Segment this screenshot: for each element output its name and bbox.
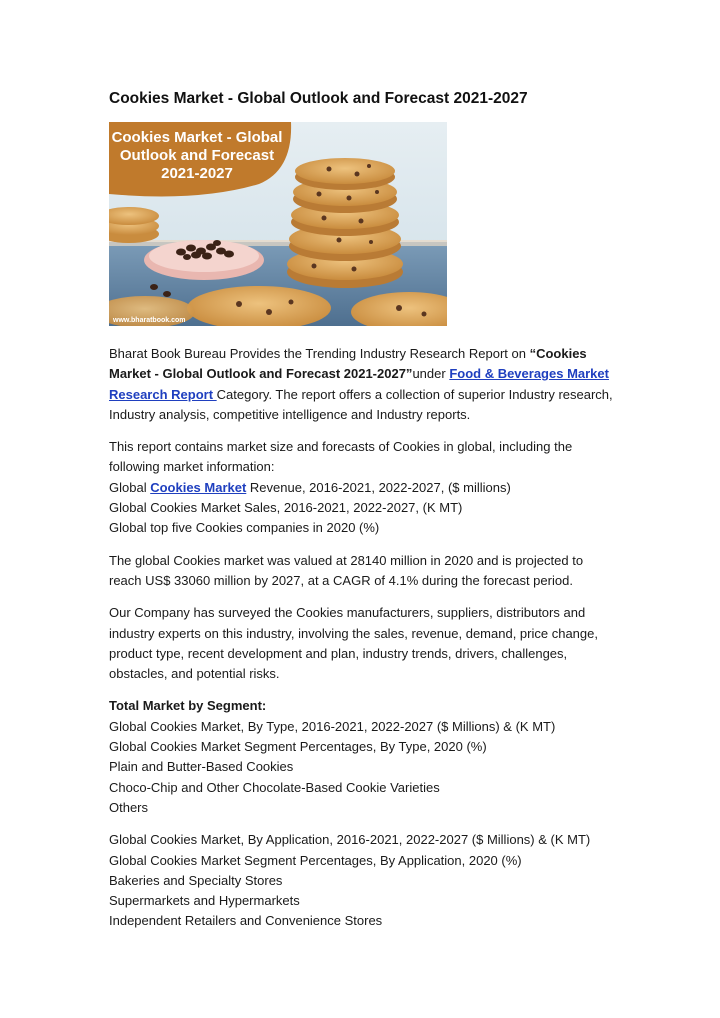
segment-line: Others	[109, 799, 149, 815]
application-line: Supermarkets and Hypermarkets	[109, 893, 300, 909]
banner-line-2: Outlook and Forecast	[119, 147, 275, 164]
info-line-1-post: Revenue, 2016-2021, 2022-2027, ($ millions)	[246, 479, 511, 495]
banner-line-1: Cookies Market - Global	[111, 129, 283, 146]
report-title-bold: “Cookies Market - Global Outlook and Forecast 2021-2027”	[109, 346, 587, 382]
info-line-1-pre: Global	[109, 479, 151, 495]
application-line: Global Cookies Market Segment Percentages, By Application, 2020 (%)	[109, 852, 522, 868]
watermark-text: www.bharatbook.com	[113, 317, 186, 324]
document-title: Cookies Market - Global Outlook and Forecast 2021-2027	[109, 90, 528, 107]
intro-paragraph	[109, 344, 619, 425]
info-line-2: Global Cookies Market Sales, 2016-2021, 2022-2027, (K MT)	[109, 500, 463, 516]
cookies-photo	[109, 122, 447, 326]
document-content	[109, 88, 619, 944]
info-paragraph	[109, 437, 619, 538]
application-section	[109, 830, 619, 931]
survey-paragraph: Our Company has surveyed the Cookies manufacturers, suppliers, distributors and industry experts on this industry, involving the sales, revenue, demand, price change, product type, recent development and plan, industry trends, drivers, challenges, obstacles, and potential risks.	[109, 605, 598, 682]
segment-section	[109, 696, 619, 818]
segment-line: Choco-Chip and Other Chocolate-Based Cookie Varieties	[109, 779, 440, 795]
info-line-3: Global top five Cookies companies in 2020 (%)	[109, 520, 380, 536]
intro-text-2: under	[412, 366, 450, 382]
segment-line: Global Cookies Market Segment Percentages, By Type, 2020 (%)	[109, 739, 487, 755]
intro-text-1: Bharat Book Bureau Provides the Trending Industry Research Report on	[109, 346, 530, 361]
segment-line: Plain and Butter-Based Cookies	[109, 759, 294, 775]
application-line: Global Cookies Market, By Application, 2016-2021, 2022-2027 ($ Millions) & (K MT)	[109, 832, 591, 848]
cookies-market-link[interactable]: Cookies Market	[150, 479, 247, 495]
valuation-paragraph: The global Cookies market was valued at 28140 million in 2020 and is projected to reach US$ 33060 million by 2027, at a CAGR of 4.1% during the forecast period.	[109, 552, 584, 588]
application-line: Independent Retailers and Convenience Stores	[109, 913, 383, 929]
banner-line-3: 2021-2027	[161, 165, 233, 182]
segment-heading: Total Market by Segment:	[109, 698, 267, 714]
application-line: Bakeries and Specialty Stores	[109, 872, 283, 888]
hero-image	[109, 122, 447, 326]
food-beverages-link[interactable]: Food & Beverages Market Research Report	[109, 366, 609, 402]
segment-line: Global Cookies Market, By Type, 2016-2021, 2022-2027 ($ Millions) & (K MT)	[109, 718, 556, 734]
info-line-1	[109, 478, 619, 498]
intro-text-3: Category. The report offers a collection of superior Industry research, Industry analysis, competitive intelligence and Industry reports.	[109, 386, 613, 422]
info-intro: This report contains market size and forecasts of Cookies in global, including the following market information:	[109, 439, 573, 475]
